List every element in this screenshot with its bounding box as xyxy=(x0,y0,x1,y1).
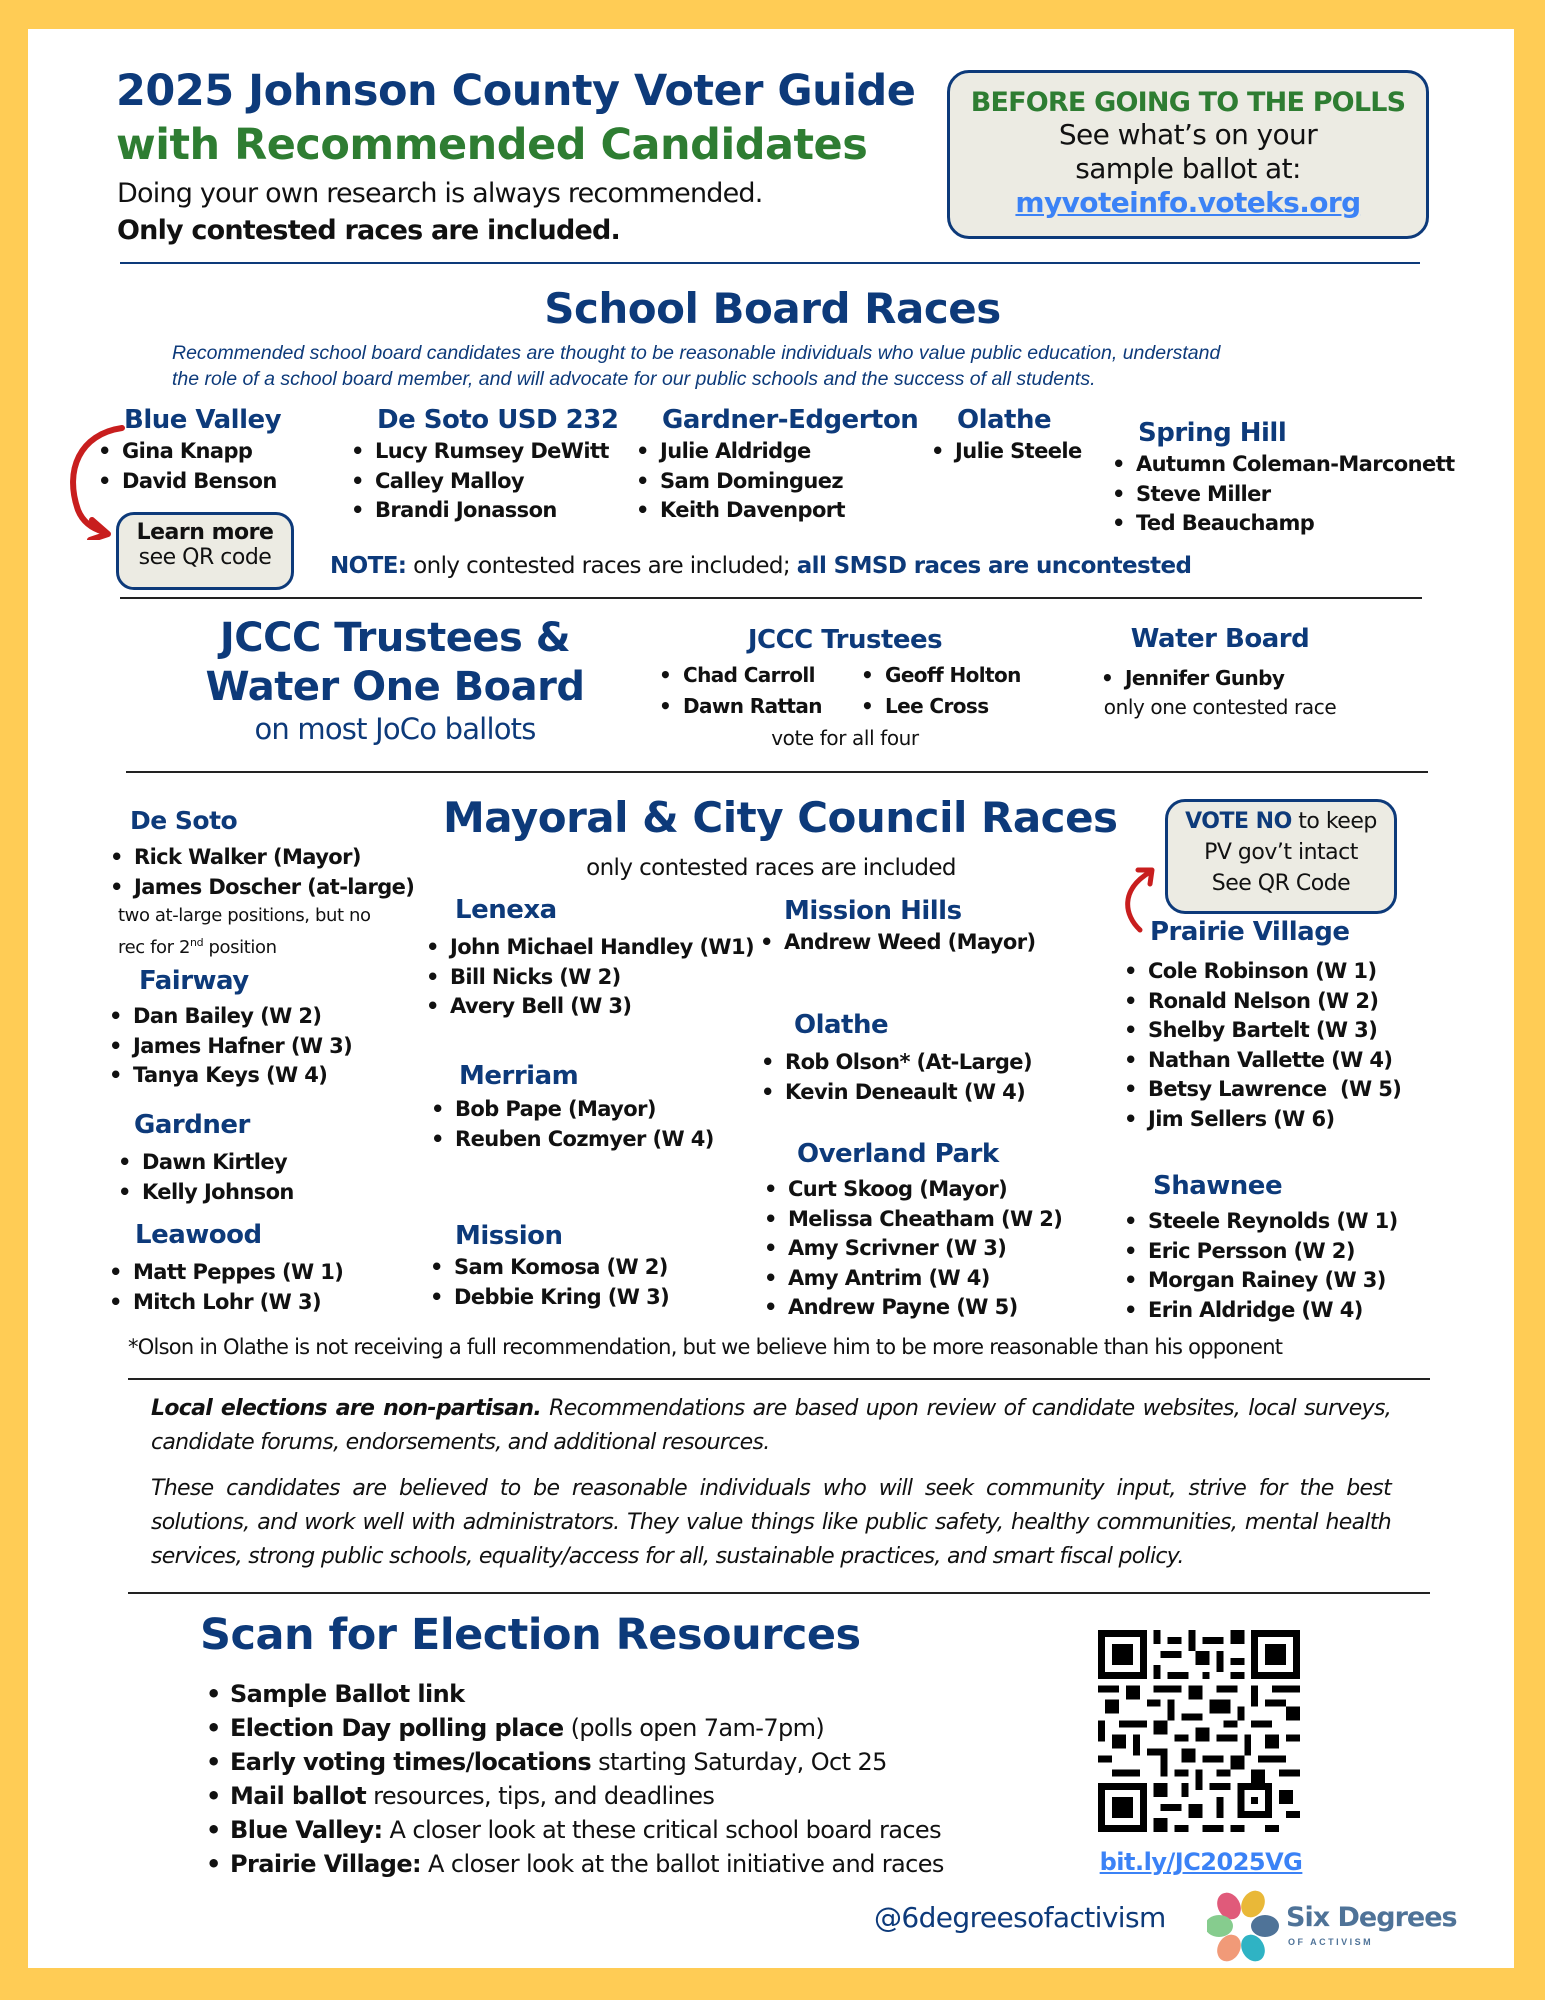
city-name: Lenexa xyxy=(455,895,557,925)
candidate: • Rob Olson* (At-Large) xyxy=(757,1048,1032,1078)
candidate: • Sam Komosa (W 2) xyxy=(426,1253,669,1283)
candidate: • Andrew Payne (W 5) xyxy=(760,1293,1062,1323)
jccc-trustees-heading: JCCC Trustees xyxy=(747,625,943,655)
district-blue-valley xyxy=(124,405,281,496)
district-olathe xyxy=(957,405,1082,467)
resource-item: • Election Day polling place (polls open 7am-7pm) xyxy=(202,1711,944,1745)
polls-line-1: See what’s on your xyxy=(1058,118,1318,151)
candidate: • Steve Miller xyxy=(1108,480,1455,510)
jccc-subtitle: on most JoCo ballots xyxy=(254,712,536,746)
candidate: • Brandi Jonasson xyxy=(347,496,618,526)
candidate: • John Michael Handley (W1) xyxy=(422,933,754,963)
city-leawood xyxy=(135,1220,343,1317)
six-degrees-logo-title: Six Degrees xyxy=(1286,1902,1457,1933)
about-text xyxy=(151,1392,1391,1574)
candidate: • Steele Reynolds (W 1) xyxy=(1120,1207,1398,1237)
jccc-title xyxy=(190,614,600,712)
six-degrees-logo-icon xyxy=(1207,1890,1279,1962)
header-divider xyxy=(120,262,1420,264)
vote-no-line-1 xyxy=(1168,806,1394,837)
vote-no-line-2: PV gov’t intact xyxy=(1204,840,1358,865)
candidate: • Andrew Weed (Mayor) xyxy=(756,928,1035,958)
jccc-title-line-2: Water One Board xyxy=(205,664,585,710)
district-name: Blue Valley xyxy=(124,405,282,435)
vote-no-line-3: See QR Code xyxy=(1211,871,1351,896)
description-line-2: the role of a school board member, and will advocate for our public schools and the success of all students. xyxy=(172,368,1096,390)
about-paragraph-1 xyxy=(151,1392,1391,1460)
resource-item: • Blue Valley: A closer look at these critical school board races xyxy=(202,1813,944,1847)
school-board-description xyxy=(172,340,1220,392)
city-name: Mission Hills xyxy=(784,896,962,926)
candidate: • Avery Bell (W 3) xyxy=(422,992,754,1022)
city-overland-park xyxy=(788,1139,1063,1323)
candidate: • James Hafner (W 3) xyxy=(105,1032,352,1062)
six-degrees-logo-subtitle: OF ACTIVISM xyxy=(1288,1937,1374,1947)
candidate: • Matt Peppes (W 1) xyxy=(105,1258,343,1288)
qr-code-icon[interactable] xyxy=(1098,1630,1300,1832)
district-name: Spring Hill xyxy=(1138,418,1287,448)
vote-no-rest: to keep xyxy=(1291,809,1377,834)
candidate: • Cole Robinson (W 1) xyxy=(1120,957,1401,987)
resources-list xyxy=(202,1677,944,1881)
learn-more-button[interactable] xyxy=(116,512,294,590)
candidate: • Amy Antrim (W 4) xyxy=(760,1264,1062,1294)
de-soto-note xyxy=(118,902,414,961)
city-name: Olathe xyxy=(794,1010,889,1040)
candidate: • Morgan Rainey (W 3) xyxy=(1120,1266,1398,1296)
city-name: Gardner xyxy=(134,1110,250,1140)
candidate: • Rick Walker (Mayor) xyxy=(106,843,414,873)
vote-no-bold: VOTE NO xyxy=(1185,809,1292,834)
city-name: Merriam xyxy=(459,1061,579,1091)
candidate: • Jennifer Gunby xyxy=(1097,664,1284,694)
candidate: • Amy Scrivner (W 3) xyxy=(760,1234,1062,1264)
subtitle: Doing your own research is always recommended. xyxy=(117,178,763,209)
candidate: • Kevin Deneault (W 4) xyxy=(757,1078,1032,1108)
about-bold: Local elections are non-partisan. xyxy=(151,1396,542,1421)
candidate: • Kelly Johnson xyxy=(114,1178,294,1208)
city-races-title: Mayoral & City Council Races xyxy=(443,793,1118,842)
city-mission xyxy=(455,1221,669,1312)
candidate: • Melissa Cheatham (W 2) xyxy=(760,1205,1062,1235)
candidate: • Ted Beauchamp xyxy=(1108,509,1455,539)
vote-no-box[interactable] xyxy=(1165,799,1397,914)
qr-short-link[interactable]: bit.ly/JC2025VG xyxy=(1099,1848,1303,1876)
city-prairie-village xyxy=(1150,917,1401,1134)
note-bold: all SMSD races are uncontested xyxy=(796,553,1192,579)
city-name: Shawnee xyxy=(1153,1171,1283,1201)
school-board-title: School Board Races xyxy=(544,284,1001,333)
candidate: • Eric Persson (W 2) xyxy=(1120,1237,1398,1267)
jccc-trustees-col-1 xyxy=(655,660,822,722)
jccc-divider xyxy=(126,771,1428,773)
school-board-note xyxy=(330,553,1191,579)
candidate: • Debbie Kring (W 3) xyxy=(426,1283,669,1313)
title-line-2: with Recommended Candidates xyxy=(116,120,868,170)
district-name: Gardner-Edgerton xyxy=(662,405,919,435)
candidate: • Dan Bailey (W 2) xyxy=(105,1002,352,1032)
title-line-1: 2025 Johnson County Voter Guide xyxy=(116,66,916,116)
jccc-trustees-col-2 xyxy=(857,660,1021,722)
candidate: • Lee Cross xyxy=(857,691,1021,722)
candidate: • Autumn Coleman-Marconett xyxy=(1108,450,1455,480)
city-fairway xyxy=(133,966,353,1091)
resources-title: Scan for Election Resources xyxy=(200,1610,861,1660)
candidate: • Bob Pape (Mayor) xyxy=(427,1095,714,1125)
city-races-subtitle: only contested races are included xyxy=(586,855,956,881)
candidate: • Erin Aldridge (W 4) xyxy=(1120,1296,1398,1326)
polls-heading: BEFORE GOING TO THE POLLS xyxy=(970,87,1406,118)
district-gardner-edgerton xyxy=(662,405,918,526)
learn-more-label: Learn more xyxy=(136,520,274,545)
city-name: Fairway xyxy=(139,966,249,996)
candidate: • Tanya Keys (W 4) xyxy=(105,1061,352,1091)
city-olathe xyxy=(785,1010,1032,1107)
city-name: Prairie Village xyxy=(1150,917,1350,947)
candidate: • Curt Skoog (Mayor) xyxy=(760,1175,1062,1205)
city-divider xyxy=(128,1378,1430,1380)
candidate: • Reuben Cozmyer (W 4) xyxy=(427,1125,714,1155)
candidate: • Bill Nicks (W 2) xyxy=(422,963,754,993)
candidate: • Sam Dominguez xyxy=(632,467,918,497)
district-de-soto-usd xyxy=(377,405,618,526)
note-text: only contested races are included; xyxy=(406,553,797,579)
city-name: Mission xyxy=(455,1221,563,1251)
city-de-soto xyxy=(118,806,415,961)
candidate: • Nathan Vallette (W 4) xyxy=(1120,1046,1401,1076)
about-divider xyxy=(128,1592,1430,1594)
voter-info-link[interactable]: myvoteinfo.voteks.org xyxy=(1015,186,1361,219)
note-label: NOTE: xyxy=(330,553,407,579)
candidate: • Ronald Nelson (W 2) xyxy=(1120,987,1401,1017)
candidate: • James Doscher (at-large) xyxy=(106,873,414,903)
district-spring-hill xyxy=(1138,418,1455,539)
candidate: • Keith Davenport xyxy=(632,496,918,526)
candidate: • Jim Sellers (W 6) xyxy=(1120,1105,1401,1135)
candidate: • Geoff Holton xyxy=(857,660,1021,691)
social-handle[interactable]: @6degreesofactivism xyxy=(874,1901,1166,1934)
candidate: • Mitch Lohr (W 3) xyxy=(105,1288,343,1318)
water-board-list xyxy=(1097,664,1284,694)
candidate: • Chad Carroll xyxy=(655,660,822,691)
olson-footnote: *Olson in Olathe is not receiving a full recommendation, but we believe him to be more reasonable than his opponent xyxy=(128,1335,1283,1359)
note-line-2: rec for 2nd position xyxy=(118,936,277,958)
candidate: • Shelby Bartelt (W 3) xyxy=(1120,1016,1401,1046)
polls-line-2: sample ballot at: xyxy=(1075,152,1301,185)
jccc-trustees-note: vote for all four xyxy=(771,726,919,750)
resource-item: • Mail ballot resources, tips, and deadlines xyxy=(202,1779,944,1813)
district-name: Olathe xyxy=(957,405,1052,435)
city-merriam xyxy=(455,1061,714,1154)
resource-item: • Early voting times/locations starting Saturday, Oct 25 xyxy=(202,1745,944,1779)
about-text-1: Recommendations are based upon review of candidate websites, local surveys, candidate forums, endorsements, and additional resources. xyxy=(151,1396,1392,1455)
water-board-heading: Water Board xyxy=(1130,624,1310,654)
candidate: • Gina Knapp xyxy=(94,437,281,467)
resource-item: • Prairie Village: A closer look at the ballot initiative and races xyxy=(202,1847,944,1881)
city-shawnee xyxy=(1148,1171,1398,1325)
jccc-title-line-1: JCCC Trustees & xyxy=(219,615,571,661)
polls-info-box xyxy=(947,70,1429,239)
water-board-note: only one contested race xyxy=(1103,695,1337,719)
resource-item: • Sample Ballot link xyxy=(202,1677,944,1711)
school-board-divider xyxy=(120,597,1422,599)
learn-more-sub: see QR code xyxy=(138,545,272,570)
note-line-1: two at-large positions, but no xyxy=(118,905,371,926)
about-paragraph-2: These candidates are believed to be reasonable individuals who will seek community input, strive for the best solutions, and work well with administrators. They value things like public safety, healthy communities, mental health services, strong public schools, equality/access for all, sustainable practices, and smart fiscal policy. xyxy=(151,1476,1391,1569)
city-mission-hills xyxy=(784,896,1035,958)
candidate: • Dawn Kirtley xyxy=(114,1148,294,1178)
city-name: Overland Park xyxy=(797,1139,999,1169)
candidate: • David Benson xyxy=(94,467,281,497)
candidate: • Lucy Rumsey DeWitt xyxy=(347,437,618,467)
district-name: De Soto USD 232 xyxy=(377,405,619,435)
description-line-1: Recommended school board candidates are thought to be reasonable individuals who value public education, understand xyxy=(172,342,1221,364)
candidate: • Calley Malloy xyxy=(347,467,618,497)
candidate: • Betsy Lawrence (W 5) xyxy=(1120,1075,1401,1105)
candidate: • Julie Aldridge xyxy=(632,437,918,467)
candidate: • Julie Steele xyxy=(927,437,1082,467)
city-name: De Soto xyxy=(130,806,238,835)
city-lenexa xyxy=(450,895,755,1022)
subtitle-bold: Only contested races are included. xyxy=(117,215,620,246)
city-name: Leawood xyxy=(135,1220,262,1250)
candidate: • Dawn Rattan xyxy=(655,691,822,722)
city-gardner xyxy=(134,1110,294,1207)
